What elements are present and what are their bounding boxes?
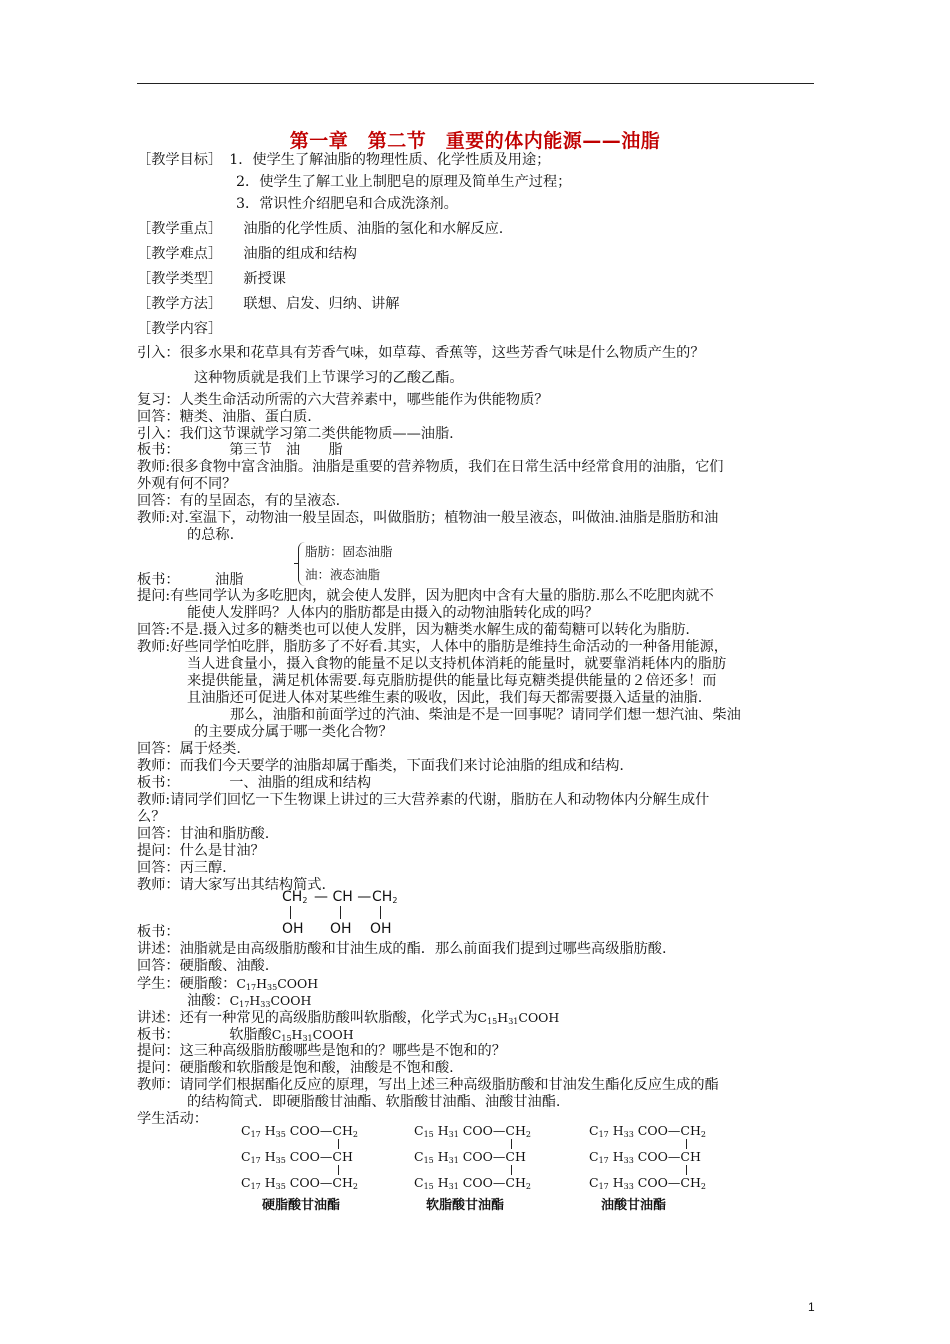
text-line: 回答：硬脂酸、油酸. bbox=[137, 958, 270, 974]
bond-line bbox=[686, 1165, 687, 1175]
text-line: 3．常识性介绍肥皂和合成洗涤剂。 bbox=[236, 196, 458, 212]
brace-tip bbox=[294, 563, 299, 564]
page-number: 1 bbox=[808, 1300, 815, 1314]
text-line: ［教学内容］ bbox=[137, 321, 223, 337]
text-line: 引入：我们这节课就学习第二类供能物质——油脂. bbox=[137, 426, 454, 442]
ester-caption: 油酸甘油酯 bbox=[601, 1198, 667, 1213]
bond-line bbox=[686, 1139, 687, 1149]
text-line: 教师:对.室温下，动物油一般呈固态，叫做脂肪；植物油一般呈液态，叫做油.油脂是脂肪和油 bbox=[137, 510, 719, 526]
text-line: 学生活动： bbox=[137, 1111, 208, 1127]
text-line: 外观有何不同？ bbox=[137, 476, 237, 492]
text-line: 且油脂还可促进人体对某些维生素的吸收，因此，我们每天都需要摄入适量的油脂. bbox=[187, 690, 703, 706]
text-line: 油：液态油脂 bbox=[305, 567, 381, 582]
oleic-formula: $C_{17}H_{33}COOH$ bbox=[229, 993, 312, 1009]
bond-line bbox=[340, 906, 341, 919]
text-line: 油酸：$C_{17}H_{33}COOH$ bbox=[187, 993, 312, 1009]
text-line: ［教学重点］ 油脂的化学性质、油脂的氢化和水解反应. bbox=[137, 221, 504, 237]
text-line: 复习：人类生命活动所需的六大营养素中，哪些能作为供能物质？ bbox=[137, 392, 549, 408]
text-line: 教师:请同学们回忆一下生物课上讲过的三大营养素的代谢，脂肪在人和动物体内分解生成什 bbox=[137, 792, 710, 808]
palmitic-formula: $C_{15}H_{31}COOH$ bbox=[271, 1027, 354, 1043]
text-line: 提问：什么是甘油？ bbox=[137, 843, 265, 859]
text-line: 的总称. bbox=[187, 527, 235, 543]
text-line: 的结构简式．即硬脂酸甘油酯、软脂酸甘油酯、油酸甘油酯. bbox=[187, 1094, 561, 1110]
text-line: 提问:有些同学认为多吃肥肉，就会使人发胖，因为肥肉中含有大量的脂肪.那么不吃肥肉就不 bbox=[137, 588, 714, 604]
text-line: 回答：糖类、油脂、蛋白质. bbox=[137, 409, 312, 425]
text-line: 回答：丙三醇. bbox=[137, 860, 227, 876]
text-line: ［教学难点］ 油脂的组成和结构 bbox=[137, 246, 357, 262]
ester-caption: 硬脂酸甘油酯 bbox=[262, 1198, 341, 1213]
text-line: 回答：甘油和脂肪酸. bbox=[137, 826, 270, 842]
text-line: 2．使学生了解工业上制肥皂的原理及简单生产过程； bbox=[236, 174, 572, 190]
bond-line bbox=[380, 906, 381, 919]
text-line: 板书： bbox=[137, 924, 180, 940]
text-line: 教师:好些同学怕吃胖，脂肪多了不好看.其实，人体中的脂肪是维持生命活动的一种备用能源， bbox=[137, 639, 728, 655]
text-line: 教师：请大家写出其结构简式. bbox=[137, 877, 326, 893]
glycerol-structure: $CH_2$ — CH — $CH_2$ OH OH OH bbox=[282, 889, 398, 937]
ester-caption: 软脂酸甘油酯 bbox=[426, 1198, 505, 1213]
text-line: 教师：请同学们根据酯化反应的原理，写出上述三种高级脂肪酸和甘油发生酯化反应生成的酯 bbox=[137, 1077, 719, 1093]
stearic-formula: $C_{17}H_{35}COOH$ bbox=[236, 976, 319, 992]
text-line: 讲述：还有一种常见的高级脂肪酸叫软脂酸，化学式为$C_{15}H_{31}COOH$ bbox=[137, 1010, 560, 1026]
text-line: 那么，油脂和前面学过的汽油、柴油是不是一回事呢？请同学们想一想汽油、柴油 bbox=[230, 707, 741, 723]
palmitic-formula: $C_{15}H_{31}COOH$ bbox=[477, 1010, 560, 1026]
bond-line bbox=[511, 1139, 512, 1149]
text-line: 教师:很多食物中富含油脂。油脂是重要的营养物质，我们在日常生活中经常食用的油脂，它们 bbox=[137, 459, 724, 475]
text-line: 提问：这三种高级脂肪酸哪些是饱和的？哪些是不饱和的？ bbox=[137, 1043, 506, 1059]
text-line: 教师：而我们今天要学的油脂却属于酯类，下面我们来讨论油脂的组成和结构. bbox=[137, 758, 624, 774]
text-line: 提问：硬脂酸和软脂酸是饱和酸，油酸是不饱和酸. bbox=[137, 1060, 454, 1076]
text-line: 板书： 一、油脂的组成和结构 bbox=[137, 775, 372, 791]
text-line: 回答：属于烃类. bbox=[137, 741, 241, 757]
text-line: 讲述：油脂就是由高级脂肪酸和甘油生成的酯．那么前面我们提到过哪些高级脂肪酸. bbox=[137, 941, 667, 957]
text-line: 的主要成分属于哪一类化合物？ bbox=[194, 724, 393, 740]
text-line: ［教学目标］ 1．使学生了解油脂的物理性质、化学性质及用途； bbox=[137, 152, 551, 168]
text-line: 板书： 软脂酸$C_{15}H_{31}COOH$ bbox=[137, 1027, 354, 1043]
bond-line bbox=[511, 1165, 512, 1175]
text-line: 能使人发胖吗？人体内的脂肪都是由摄入的动物油脂转化成的吗？ bbox=[187, 605, 599, 621]
text-line: 回答:不是.摄入过多的糖类也可以使人发胖，因为糖类水解生成的葡萄糖可以转化为脂肪. bbox=[137, 622, 690, 638]
header-rule bbox=[137, 83, 814, 84]
text-line: 引入：很多水果和花草具有芳香气味，如草莓、香蕉等，这些芳香气味是什么物质产生的？ bbox=[137, 345, 705, 361]
page-title: 第一章 第二节 重要的体内能源——油脂 bbox=[289, 130, 661, 152]
text-line: 来提供能量，满足机体需要.每克脂肪提供的能量比每克糖类提供能量的２倍还多！而 bbox=[187, 673, 717, 689]
text-line: 板书： 油脂 bbox=[137, 572, 244, 588]
bond-line bbox=[290, 906, 291, 919]
text-line: 学生：硬脂酸：$C_{17}H_{35}COOH$ bbox=[137, 976, 319, 992]
text-line: ［教学类型］ 新授课 bbox=[137, 271, 286, 287]
text-line: ［教学方法］ 联想、启发、归纳、讲解 bbox=[137, 296, 400, 312]
bond-line bbox=[338, 1139, 339, 1149]
text-line: 脂肪：固态油脂 bbox=[305, 544, 393, 559]
bond-line bbox=[338, 1165, 339, 1175]
text-line: 这种物质就是我们上节课学习的乙酸乙酯。 bbox=[194, 370, 464, 386]
text-line: 回答：有的呈固态，有的呈液态. bbox=[137, 493, 341, 509]
text-line: 么？ bbox=[137, 809, 166, 825]
text-line: 板书： 第三节 油 脂 bbox=[137, 442, 343, 458]
text-line: 当人进食量小，摄入食物的能量不足以支持机体消耗的能量时，就要靠消耗体内的脂肪 bbox=[187, 656, 727, 672]
